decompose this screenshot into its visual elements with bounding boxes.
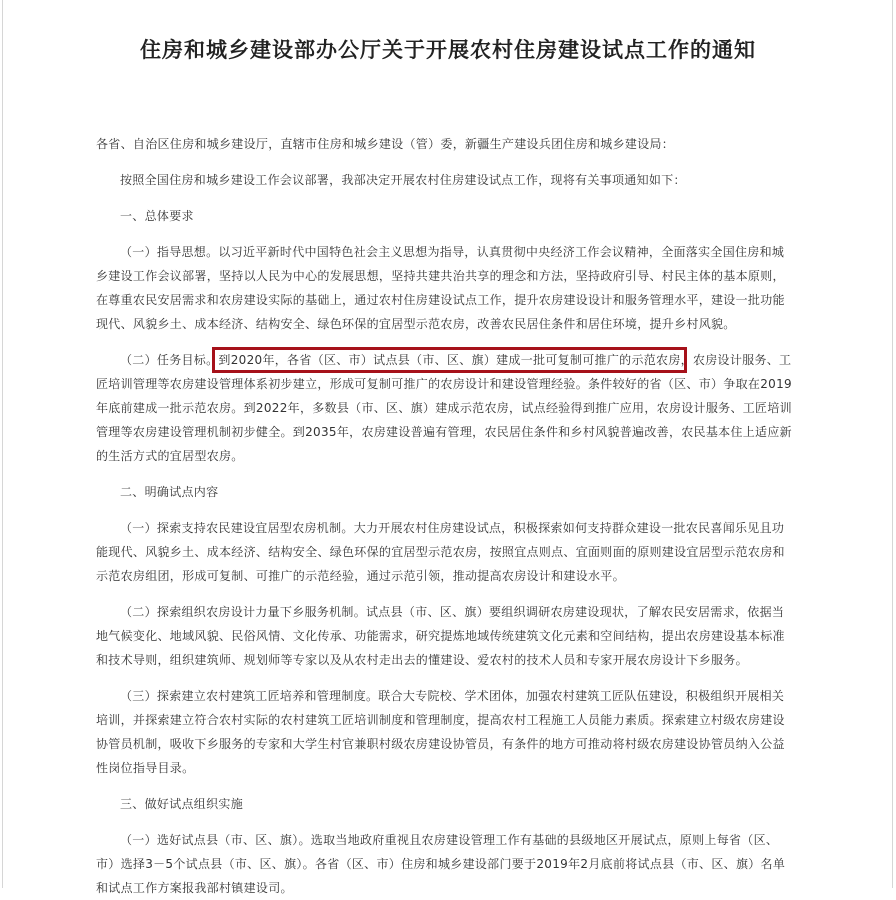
section3-item1: （一）选好试点县（市、区、旗）。选取当地政府重视且农房建设管理工作有基础的县级地区开展试点，原则上每省（区、市）选择3－5个试点县（市、区、旗）。各省（区、市）住房和城乡建设部门要于2019年2月底前将试点县（市、区、旗）名单和试点工作方案报我部村镇建设司。 bbox=[96, 833, 786, 895]
intro-paragraph: 按照全国住房和城乡建设工作会议部署，我部决定开展农村住房建设试点工作，现将有关事项通知如下： bbox=[120, 173, 686, 187]
section2-item1: （一）探索支持农民建设宜居型农房机制。大力开展农村住房建设试点，积极探索如何支持群众建设一批农民喜闻乐见且功能现代、风貌乡土、成本经济、结构安全、绿色环保的宜居型示范农房，按照宜点则点、宜面则面的原则建设宜居型示范农房和示范农房组团，形成可复制、可推广的示范经验，通过示范引领，推动提高农房设计和建设水平。 bbox=[96, 521, 785, 583]
notice-body bbox=[96, 132, 796, 900]
page-border-right bbox=[892, 0, 893, 888]
section1-heading: 一、总体要求 bbox=[120, 209, 194, 223]
salutation: 各省、自治区住房和城乡建设厅，直辖市住房和城乡建设（管）委，新疆生产建设兵团住房和城乡建设局： bbox=[96, 137, 675, 151]
section3-heading: 三、做好试点组织实施 bbox=[120, 797, 244, 811]
section2-item3: （三）探索建立农村建筑工匠培养和管理制度。联合大专院校、学术团体，加强农村建筑工匠队伍建设，积极组织开展相关培训，并探索建立符合农村实际的农村建筑工匠培训制度和管理制度，提高农村工程施工人员能力素质。探索建立村级农房建设协管员机制，吸收下乡服务的专家和大学生村官兼职村级农房建设协管员，有条件的地方可推动将村级农房建设协管员纳入公益性岗位指导目录。 bbox=[96, 689, 785, 775]
highlighted-goal-text: 到2020年，各省（区、市）试点县（市、区、旗）建成一批可复制可推广的示范农房 bbox=[218, 353, 681, 367]
section1-guiding-ideology: （一）指导思想。以习近平新时代中国特色社会主义思想为指导，认真贯彻中央经济工作会议精神，全面落实全国住房和城乡建设工作会议部署，坚持以人民为中心的发展思想，坚持共建共治共享的理念和方法，坚持政府引导、村民主体的基本原则，在尊重农民安居需求和农房建设实际的基础上，通过农村住房建设试点工作，提升农房建设设计和服务管理水平，建设一批功能现代、风貌乡土、成本经济、结构安全、绿色环保的宜居型示范农房，改善农民居住条件和居住环境，提升乡村风貌。 bbox=[96, 245, 785, 331]
section2-heading: 二、明确试点内容 bbox=[120, 485, 219, 499]
page-border-left bbox=[2, 0, 3, 888]
notice-title: 住房和城乡建设部办公厅关于开展农村住房建设试点工作的通知 bbox=[140, 37, 756, 62]
section1-task-goals bbox=[96, 348, 796, 468]
task-goals-rest: ，农房设计服务、工匠培训管理等农房建设管理体系初步建立，形成可复制可推广的农房设计和建设管理经验。条件较好的省（区、市）争取在2019年底前建成一批示范农房。到2022年，多数县（市、区、旗）建成示范农房，试点经验得到推广应用，农房设计服务、工匠培训管理等农房建设管理机制初步健全。到2035年，农房建设普遍有管理，农民居住条件和乡村风貌普遍改善，农民基本住上适应新的生活方式的宜居型农房。 bbox=[96, 353, 792, 463]
task-goals-prefix: （二）任务目标。 bbox=[120, 353, 219, 367]
section2-item2: （二）探索组织农房设计力量下乡服务机制。试点县（市、区、旗）要组织调研农房建设现状，了解农民安居需求，依据当地气候变化、地域风貌、民俗风情、文化传承、功能需求，研究提炼地域传统建筑文化元素和空间结构，提出农房建设基本标准和技术导则，组织建筑师、规划师等专家以及从农村走出去的懂建设、爱农村的技术人员和专家开展农房设计下乡服务。 bbox=[96, 605, 785, 667]
